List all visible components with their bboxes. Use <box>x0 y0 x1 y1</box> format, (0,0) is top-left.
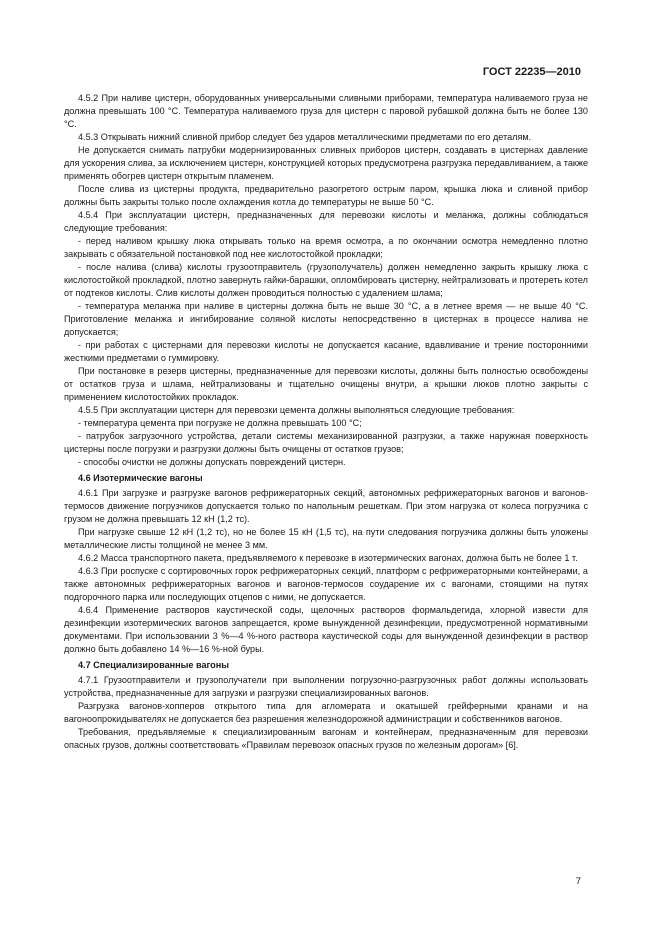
page-number: 7 <box>575 876 581 887</box>
paragraph: 4.5.3 Открывать нижний сливной прибор следует без ударов металлическими предметами по его деталям. <box>78 132 532 142</box>
list-item: - температура цемента при погрузке не должна превышать 100 °С; <box>78 418 362 428</box>
paragraph: 4.6.4 Применение растворов каустической соды, щелочных растворов формальдегида, хлорной извести для дезинфекции изотермических вагонов запрещается, кроме вынужденной дезинфекции, предусмотренной нормативными документами. При использовании 3 %—4 %-ного раствора каустической соды для вынужденной дезинфекции в раствор должно быть добавлено 14 %—16 %-ной буры. <box>64 605 588 654</box>
list-item: - после налива (слива) кислоты грузоотправитель (грузополучатель) должен немедленно закрыть крышку люка с кислотостойкой прокладкой, плотно завернуть гайки-барашки, опломбировать цистерну, нейтрализовать и протереть котел от подтеков кислоты. Слив кислоты должен проводиться полностью с удалением шлама; <box>64 262 588 298</box>
paragraph: Разгрузка вагонов-хопперов открытого типа для агломерата и окатышей грейферными кранами и на вагоноопрокидывателях не допускается без разрешения железнодорожной администрации и собственников вагонов. <box>64 701 588 724</box>
list-item: - патрубок загрузочного устройства, детали системы механизированной разгрузки, а также наружная поверхность цистерны после погрузки и разгрузки должны быть очищены от остатков грузов; <box>64 431 588 454</box>
paragraph: Не допускается снимать патрубки модернизированных сливных приборов цистерн, создавать в цистернах давление для ускорения слива, за исключением цистерн, конструкцией которых предусмотрена разгрузка передавливанием, а также применять обогрев цистерн открытым пламенем. <box>64 145 588 181</box>
list-item: - температура меланжа при наливе в цистерны должна быть не выше 30 °С, а в летнее время — не выше 40 °С. Приготовление меланжа и ингибирование соляной кислоты непосредственно в цистернах в процессе налива не допускается; <box>64 301 588 337</box>
paragraph: 4.6.1 При загрузке и разгрузке вагонов рефрижераторных секций, автономных рефрижераторных вагонов и вагонов-термосов движение погрузчиков допускается только по напольным решеткам. При этом нагрузка от колеса погрузчика с грузом не должна превышать 12 кН (1,2 тс). <box>64 488 588 524</box>
section-heading: 4.7 Специализированные вагоны <box>78 660 229 670</box>
list-item: - способы очистки не должны допускать повреждений цистерн. <box>78 457 346 467</box>
paragraph: При постановке в резерв цистерны, предназначенные для перевозки кислоты, должны быть полностью освобождены от остатков груза и шлама, нейтрализованы и тщательно очищены внутри, а крышки люков плотно закрыты с применением кислотостойких прокладок. <box>64 366 588 402</box>
paragraph: При нагрузке свыше 12 кН (1,2 тс), но не более 15 кН (1,5 тс), на пути следования погрузчика должны быть уложены металлические листы толщиной не менее 3 мм. <box>64 527 588 550</box>
paragraph: 4.5.4 При эксплуатации цистерн, предназначенных для перевозки кислоты и меланжа, должны соблюдаться следующие требования: <box>64 210 588 233</box>
section-heading: 4.6 Изотермические вагоны <box>78 473 203 483</box>
paragraph: После слива из цистерны продукта, предварительно разогретого острым паром, крышка люка и сливной прибор должны быть закрыты только после охлаждения котла до температуры не выше 50 °С. <box>64 184 588 207</box>
list-item: - при работах с цистернами для перевозки кислоты не допускается касание, вдавливание и трение посторонними жесткими предметами о гуммировку. <box>64 340 588 363</box>
paragraph: 4.7.1 Грузоотправители и грузополучатели при выполнении погрузочно-разгрузочных работ должны использовать устройства, предназначенные для загрузки и разгрузки специализированных вагонов. <box>64 675 588 698</box>
paragraph: Требования, предъявляемые к специализированным вагонам и контейнерам, предназначенным для перевозки опасных грузов, должны соответствовать «Правилам перевозок опасных грузов по железным дорогам» [6]. <box>64 727 588 750</box>
paragraph: 4.5.5 При эксплуатации цистерн для перевозки цемента должны выполняться следующие требования: <box>78 405 515 415</box>
document-body <box>64 92 588 752</box>
list-item: - перед наливом крышку люка открывать только на время осмотра, а по окончании осмотра немедленно плотно закрывать с обязательной постановкой под нее кислотостойкой прокладки; <box>64 236 588 259</box>
paragraph: 4.6.2 Масса транспортного пакета, предъявляемого к перевозке в изотермических вагонах, должна быть не более 1 т. <box>78 553 578 563</box>
paragraph: 4.5.2 При наливе цистерн, оборудованных универсальными сливными приборами, температура наливаемого груза не должна превышать 100 °С. Температура наливаемого груза для цистерн с паровой рубашкой должна быть не более 130 °С. <box>64 93 588 129</box>
paragraph: 4.6.3 При роспуске с сортировочных горок рефрижераторных секций, платформ с рефрижераторными контейнерами, а также автономных рефрижераторных вагонов и вагонов-термосов соударение их с вагонами, стоящими на путях подгорочного парка или последующих отцепов с ними, не допускается. <box>64 566 588 602</box>
standard-header: ГОСТ 22235—2010 <box>482 66 581 78</box>
